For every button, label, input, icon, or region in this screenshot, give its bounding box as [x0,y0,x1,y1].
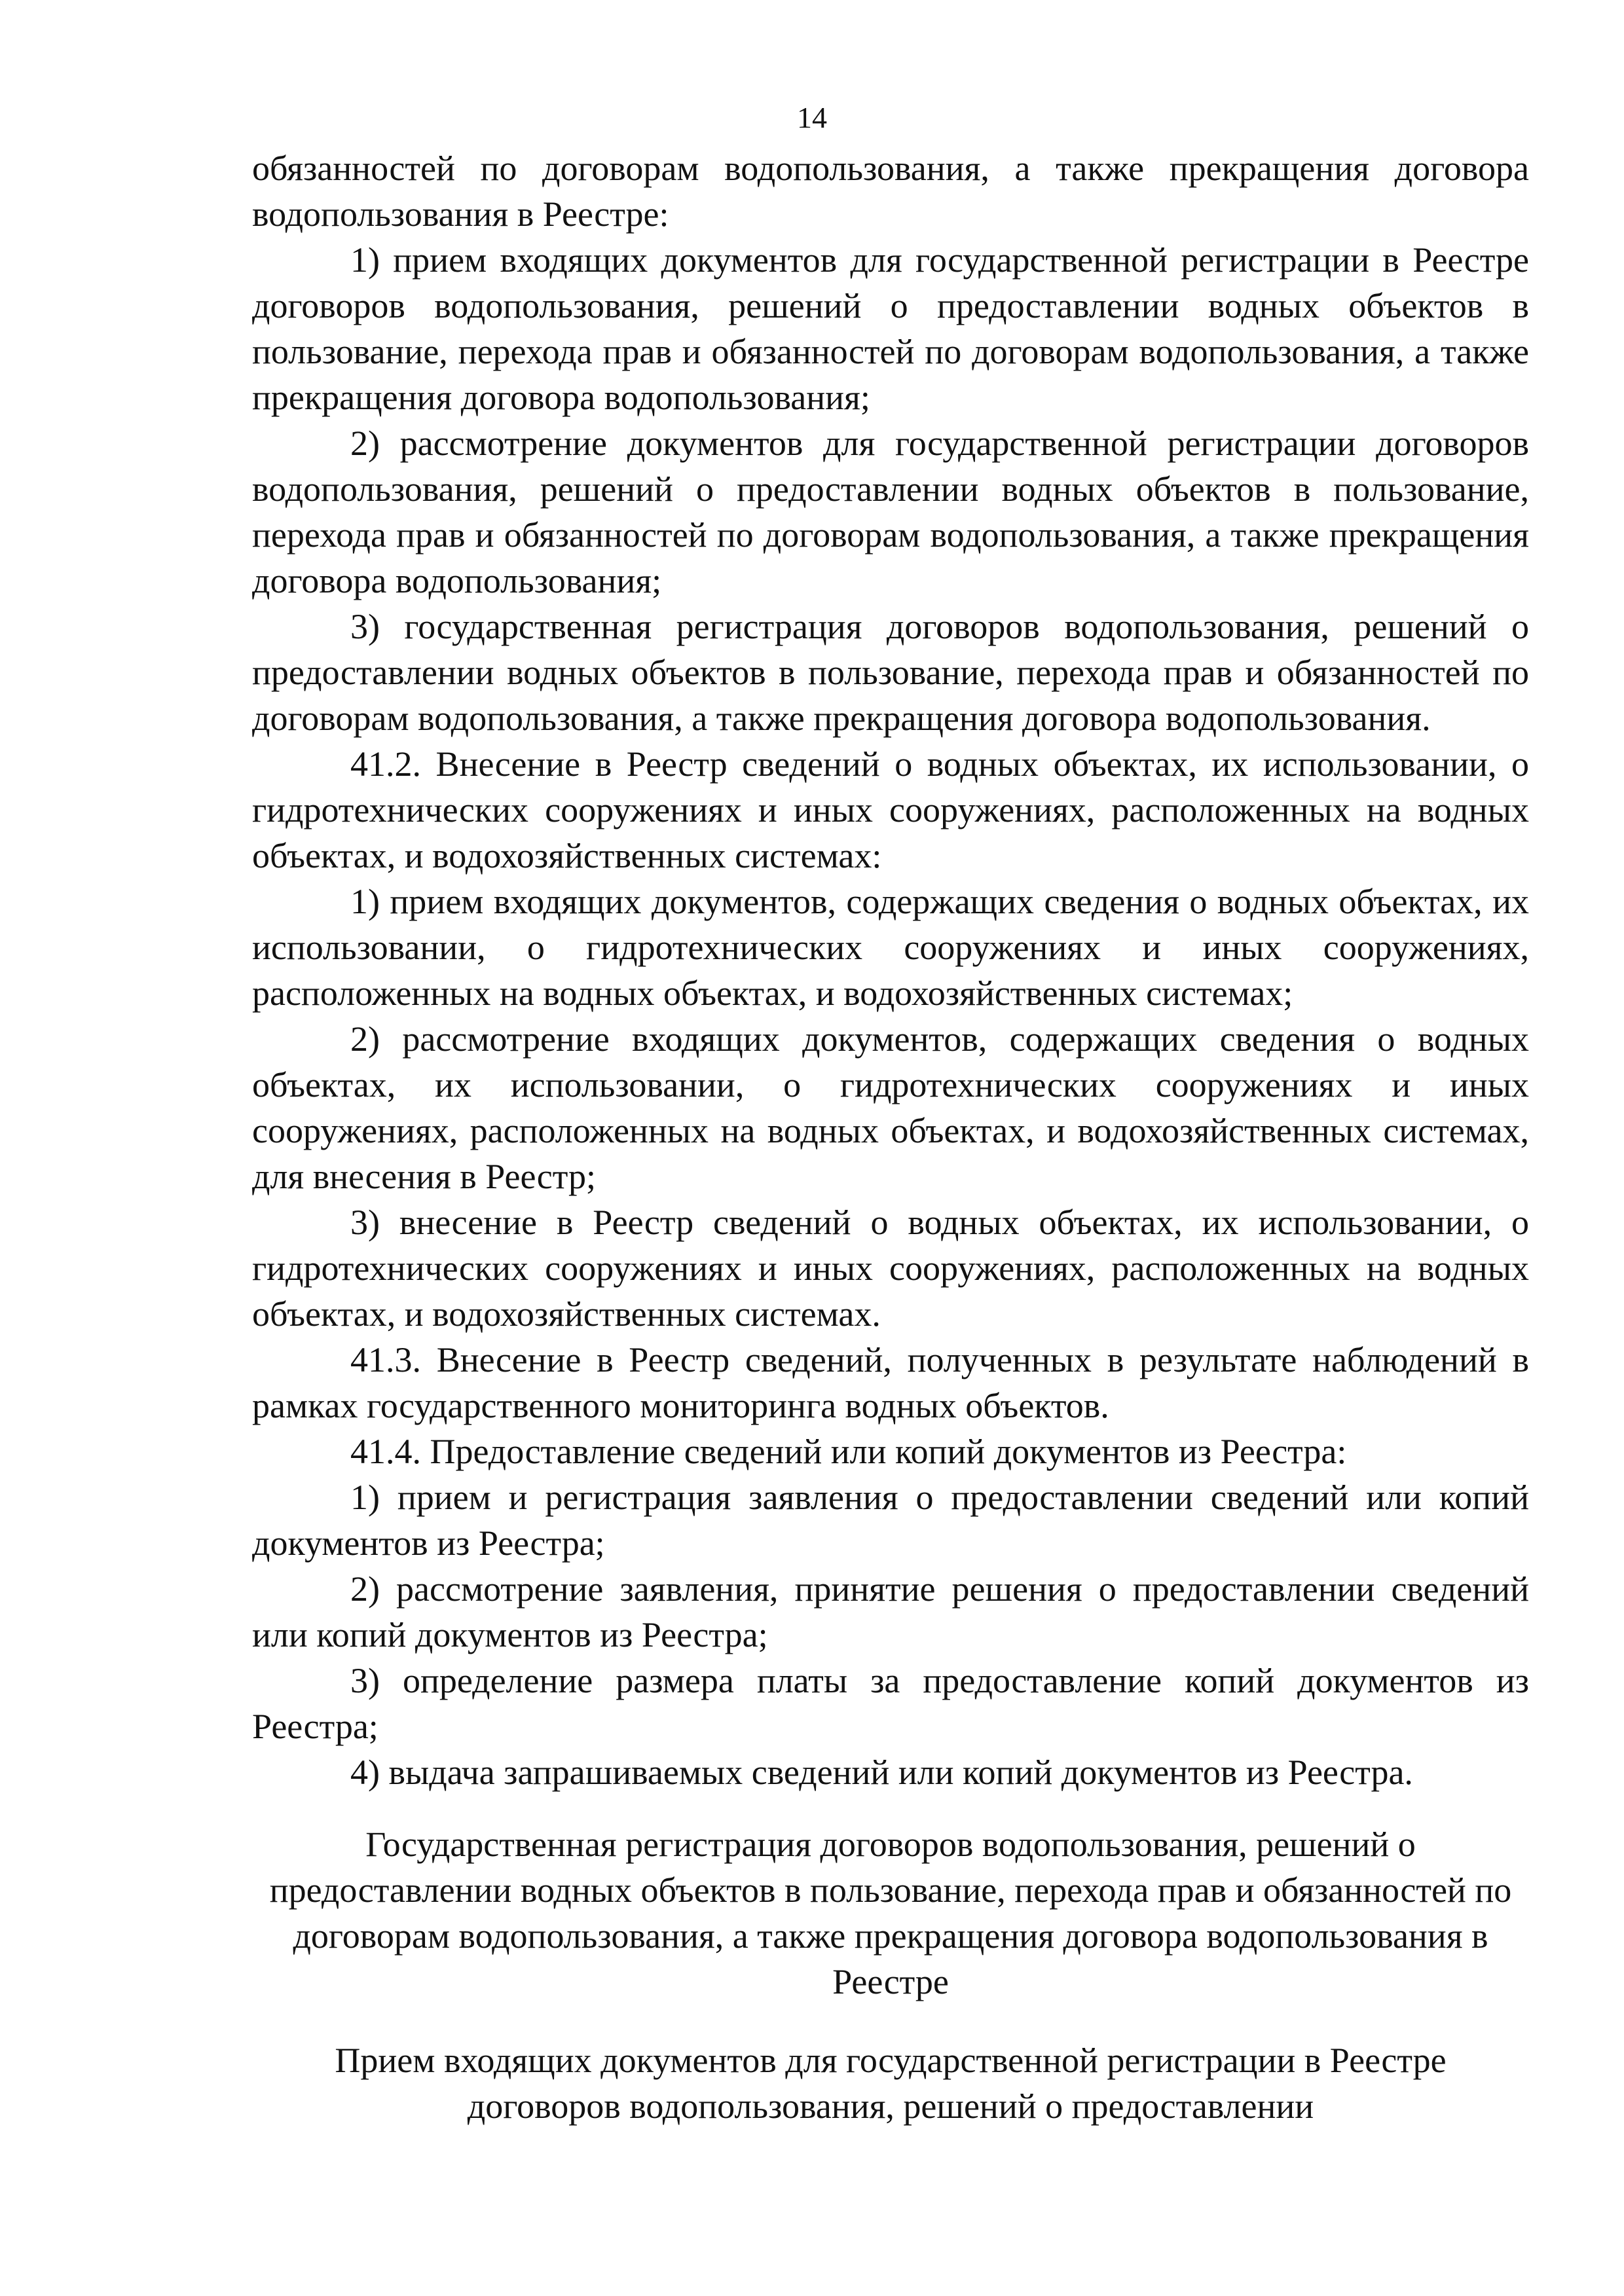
section-heading-registration: Государственная регистрация договоров водопользования, решений о предоставлении водных объектов в пользование, перехода прав и обязанностей по договорам водопользования, а также прекращения договора водопользования в Реестре [269,1825,1512,2001]
list-item-1-intake: 1) прием входящих документов для государственной регистрации в Реестре договоров водопользования, решений о предоставлении водных объектов в пользование, перехода прав и обязанностей по договорам водопользования, а также прекращения договора водопользования; [252,240,1529,417]
section-41-3: 41.3. Внесение в Реестр сведений, полученных в результате наблюдений в рамках государственного мониторинга водных объектов. [252,1340,1529,1425]
list-item-3-entry-info: 3) внесение в Реестр сведений о водных объектах, их использовании, о гидротехнических сооружениях и иных сооружениях, расположенных на водных объектах, и водохозяйственных системах. [252,1203,1529,1334]
list-item-2-review-info: 2) рассмотрение входящих документов, содержащих сведения о водных объектах, их использовании, о гидротехнических сооружениях и иных сооружениях, расположенных на водных объектах, и водохозяйственных системах, для внесения в Реестр; [252,1019,1529,1196]
list-item-3-fee: 3) определение размера платы за предоставление копий документов из Реестра; [252,1661,1529,1746]
paragraph-continuation: обязанностей по договорам водопользования, а также прекращения договора водопользования в Реестре: [252,149,1529,234]
list-item-2-decision: 2) рассмотрение заявления, принятие решения о предоставлении сведений или копий документов из Реестра; [252,1569,1529,1654]
list-item-1-intake-info: 1) прием входящих документов, содержащих сведения о водных объектах, их использовании, о гидротехнических сооружениях и иных сооружениях, расположенных на водных объектах, и водохозяйственных системах; [252,882,1529,1013]
subsection-heading-intake: Прием входящих документов для государственной регистрации в Реестре договоров водопользования, решений о предоставлении [335,2041,1447,2126]
list-item-4-issue: 4) выдача запрашиваемых сведений или копий документов из Реестра. [350,1753,1413,1792]
section-41-4: 41.4. Предоставление сведений или копий документов из Реестра: [350,1432,1347,1471]
document-body [252,145,1529,2129]
list-item-1-application: 1) прием и регистрация заявления о предоставлении сведений или копий документов из Реестра; [252,1478,1529,1563]
page-number: 14 [797,101,827,134]
list-item-3-registration: 3) государственная регистрация договоров водопользования, решений о предоставлении водных объектов в пользование, перехода прав и обязанностей по договорам водопользования, а также прекращения договора водопользования. [252,607,1529,738]
list-item-2-review: 2) рассмотрение документов для государственной регистрации договоров водопользования, решений о предоставлении водных объектов в пользование, перехода прав и обязанностей по договорам водопользования, а также прекращения договора водопользования; [252,424,1529,600]
section-41-2: 41.2. Внесение в Реестр сведений о водных объектах, их использовании, о гидротехнических сооружениях и иных сооружениях, расположенных на водных объектах, и водохозяйственных системах: [252,744,1529,875]
